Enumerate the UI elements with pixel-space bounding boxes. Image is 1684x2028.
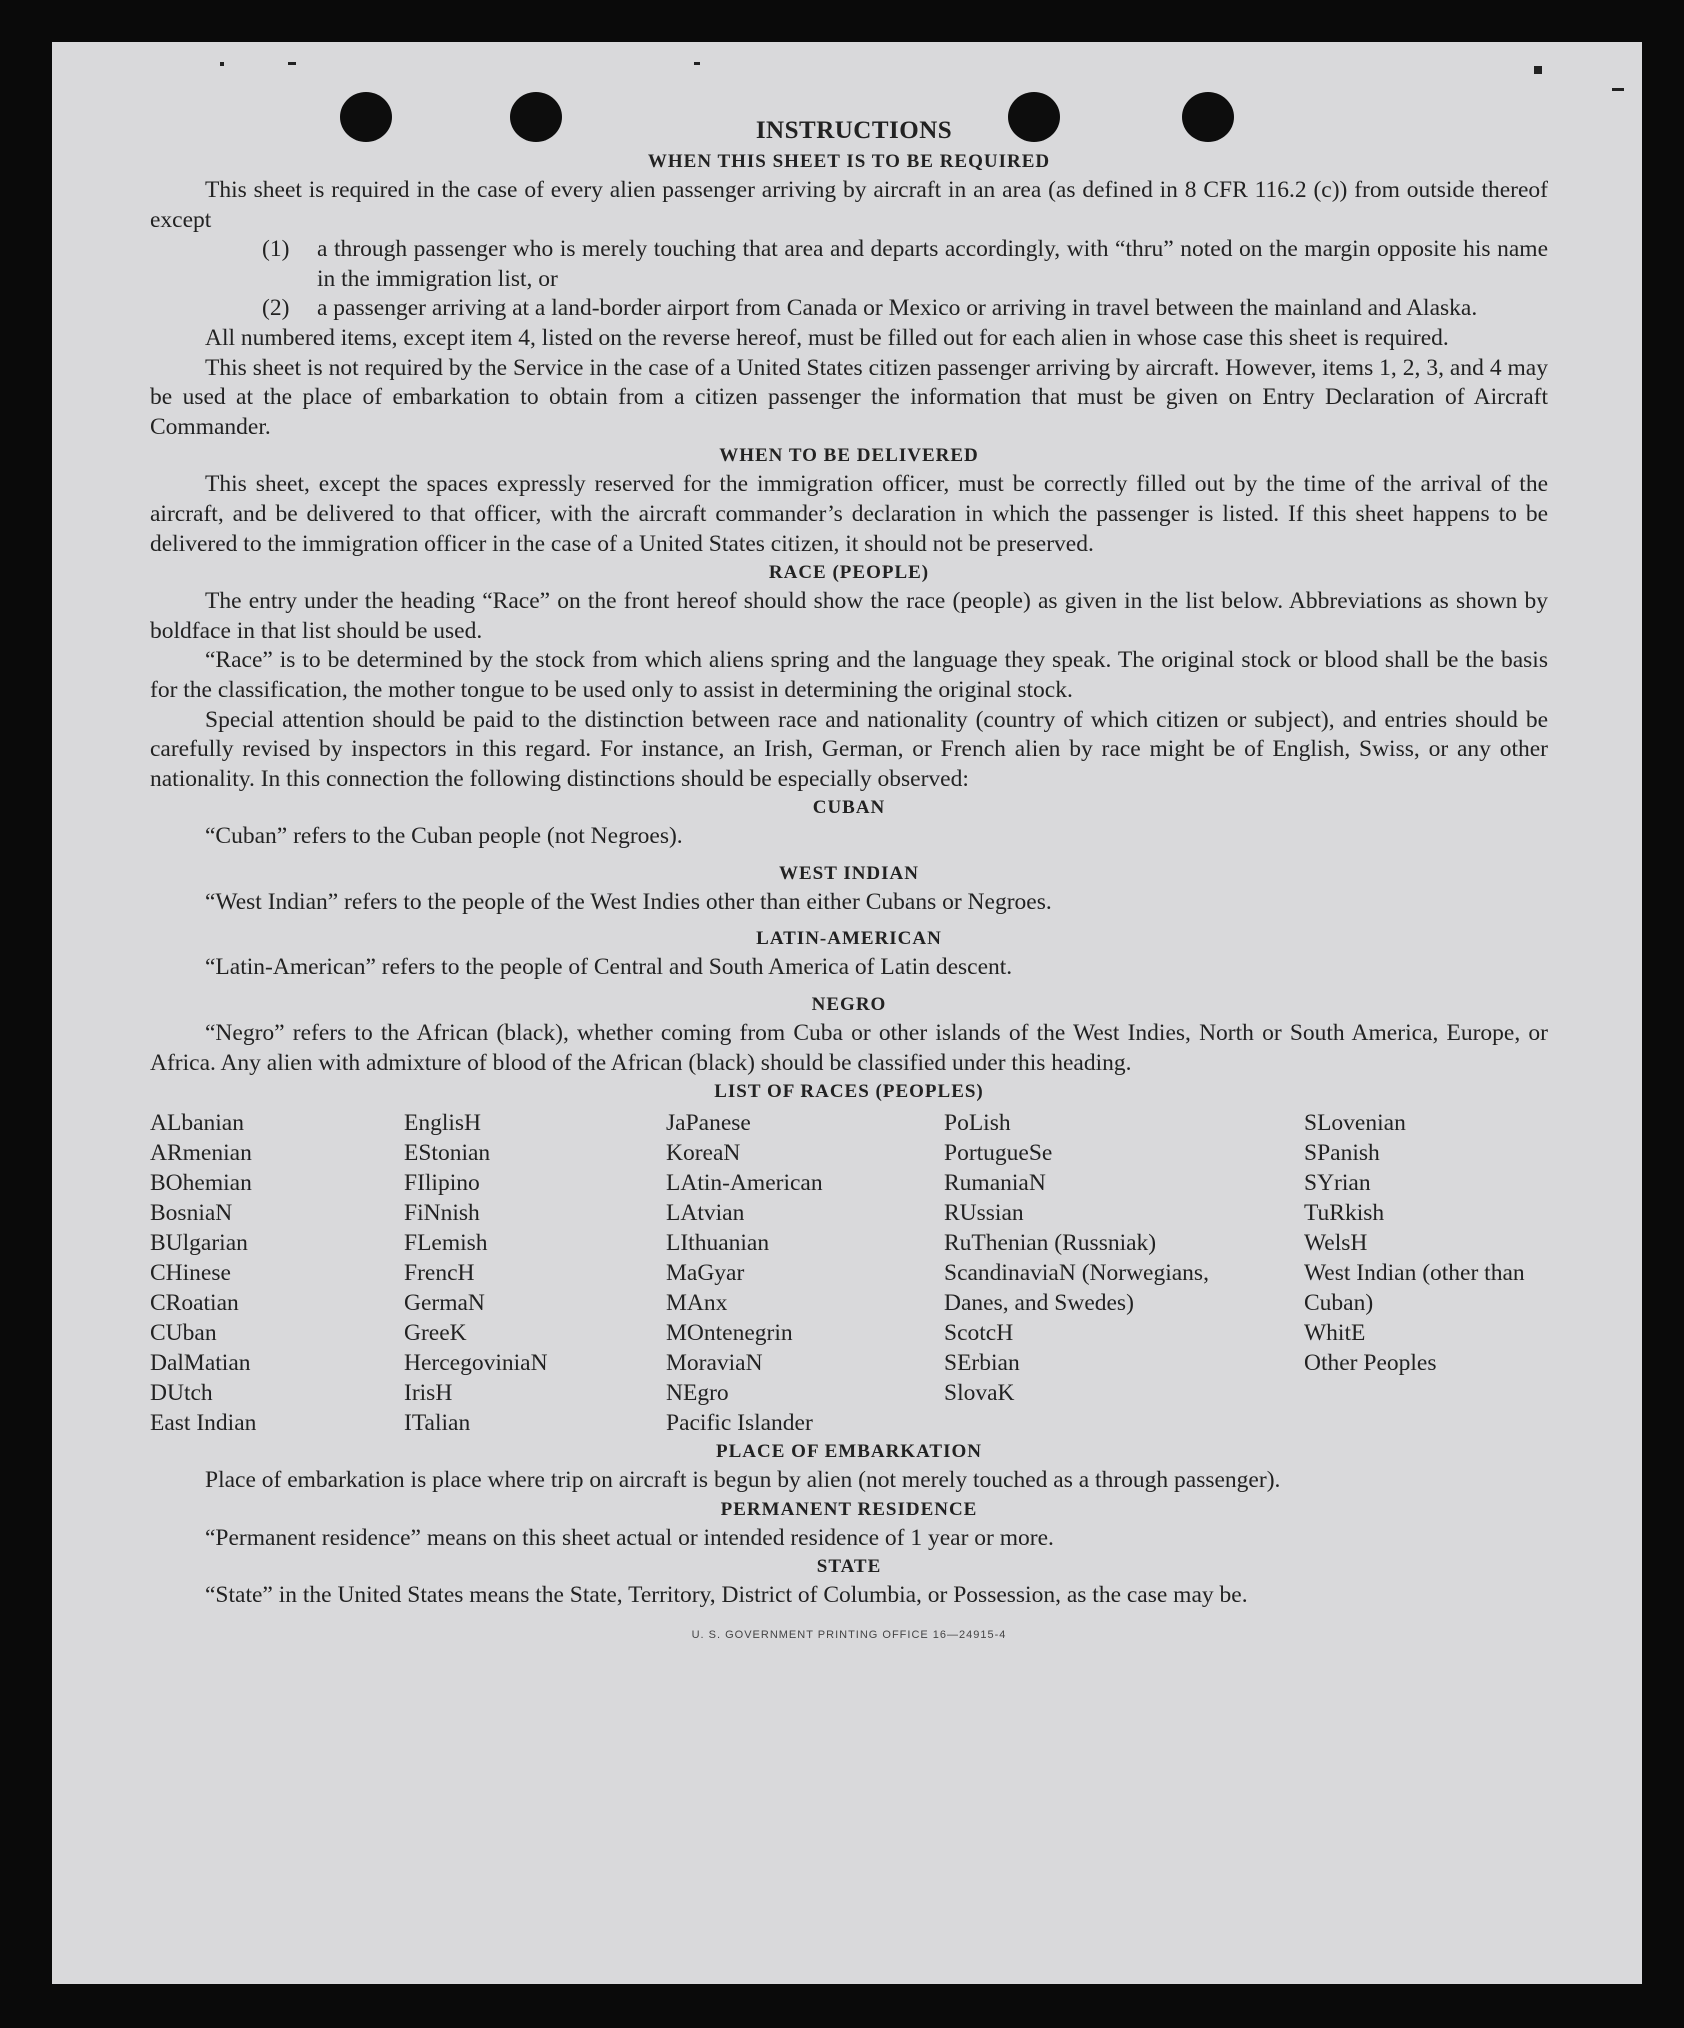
race-column [944,1108,1304,1438]
race-entry: MAnx [666,1290,728,1317]
speck [288,62,296,65]
instructions-body [150,114,1548,1651]
race-entry: BosniaN [150,1200,233,1227]
race-entry: GermaN [404,1290,485,1317]
paragraph: This sheet is not required by the Service in the case of a United States citizen passenger arriving by aircraft. However, items 1, 2, 3, and 4 may be used at the place of embarkation to obtain from a citizen passenger the information that must be given on Entry Declaration of Aircraft Commander. [150,354,1548,440]
section-heading: WHEN TO BE DELIVERED [719,445,979,467]
paragraph: This sheet, except the spaces expressly reserved for the immigration officer, must be correctly filled out by the time of the arrival of the aircraft, and be delivered to that officer, with the aircraft commander’s declaration in which the passenger is listed. If this sheet happens to be delivered to the immigration officer in the case of a United States citizen, it should not be preserved. [150,471,1548,557]
race-list [150,1108,1548,1438]
item-text: a passenger arriving at a land-border airport from Canada or Mexico or arriving in travel between the mainland and Alaska. [317,295,1478,322]
race-entry: MaGyar [666,1260,745,1287]
race-entry: BUlgarian [150,1230,248,1257]
race-entry: TuRkish [1304,1200,1385,1227]
speck [220,62,224,66]
document-sheet [52,42,1642,1984]
race-entry: East Indian [150,1410,257,1437]
race-entry: Other Peoples [1304,1350,1437,1377]
paragraph: This sheet is required in the case of every alien passenger arriving by aircraft in an area (as defined in 8 CFR 116.2 (c)) from outside thereof except [150,177,1548,233]
paragraph: “Permanent residence” means on this sheet actual or intended residence of 1 year or more. [205,1524,1054,1551]
race-entry: KoreaN [666,1140,741,1167]
race-entry: SLovenian [1304,1110,1406,1137]
race-column [1304,1108,1548,1438]
race-entry: Pacific Islander [666,1410,813,1437]
paragraph: “Latin-American” refers to the people of Central and South America of Latin descent. [205,954,1013,981]
paragraph: “Negro” refers to the African (black), whether coming from Cuba or other islands of the West Indies, North or South America, Europe, or Africa. Any alien with admixture of blood of the African (black) should be classified under this heading. [150,1020,1548,1076]
race-entry: LAtin-American [666,1170,823,1197]
paragraph: “Race” is to be determined by the stock from which aliens spring and the language they speak. The original stock or blood shall be the basis for the classification, the mother tongue to be used only to assist in determining the original stock. [150,647,1548,703]
printer-imprint: U. S. GOVERNMENT PRINTING OFFICE 16—24915-4 [691,1629,1007,1642]
paragraph: All numbered items, except item 4, listed on the reverse hereof, must be filled out for each alien in whose case this sheet is required. [205,324,1449,351]
race-entry: FLemish [404,1230,488,1257]
race-entry: DalMatian [150,1350,251,1377]
race-entry: WhitE [1304,1320,1366,1347]
race-entry: FIlipino [404,1170,480,1197]
race-column [150,1108,404,1438]
paragraph: “Cuban” refers to the Cuban people (not Negroes). [205,823,683,850]
race-entry: RUssian [944,1200,1024,1227]
page-title: INSTRUCTIONS [755,117,953,144]
race-entry: RuThenian (Russniak) [944,1230,1157,1257]
item-number: (2) [262,295,290,322]
speck [1534,66,1542,74]
item-number: (1) [262,236,290,263]
section-heading: STATE [816,1556,882,1578]
race-entry: ARmenian [150,1140,252,1167]
race-entry: MOntenegrin [666,1320,793,1347]
paragraph: Special attention should be paid to the distinction between race and nationality (country of which citizen or subject), and entries should be carefully revised by inspectors in this regard. For instance, an Irish, German, or French alien by race might be of English, Swiss, or any other nationality. In this connection the following distinctions should be especially observed: [150,706,1548,792]
race-entry: IrisH [404,1380,453,1407]
speck [1612,88,1624,91]
race-entry: SlovaK [944,1380,1015,1407]
section-heading: CUBAN [812,797,886,819]
race-entry: SErbian [944,1350,1020,1377]
race-entry: CUban [150,1320,217,1347]
race-entry: NEgro [666,1380,729,1407]
race-entry: SPanish [1304,1140,1380,1167]
race-entry: PoLish [944,1110,1011,1137]
speck [694,62,700,65]
race-entry: CRoatian [150,1290,239,1317]
list-item [262,235,1548,294]
paragraph: “West Indian” refers to the people of the West Indies other than either Cubans or Negroes. [205,888,1052,915]
race-entry: HercegoviniaN [404,1350,548,1377]
race-entry: CHinese [150,1260,231,1287]
race-entry: SYrian [1304,1170,1371,1197]
race-entry: BOhemian [150,1170,252,1197]
race-entry: JaPanese [666,1110,751,1137]
section-heading: LATIN-AMERICAN [756,928,942,950]
paragraph: “State” in the United States means the State, Territory, District of Columbia, or Possession, as the case may be. [205,1582,1248,1609]
race-entry: WelsH [1304,1230,1368,1257]
race-entry: FiNnish [404,1200,480,1227]
section-heading: RACE (PEOPLE) [768,562,930,584]
race-entry: LAtvian [666,1200,745,1227]
race-entry: EnglisH [404,1110,482,1137]
race-entry: LIthuanian [666,1230,770,1257]
race-entry: ScandinaviaN (Norwegians, Danes, and Swedes) [944,1260,1209,1317]
race-column [404,1108,666,1438]
race-entry: RumaniaN [944,1170,1046,1197]
list-item [262,294,1548,324]
section-heading: PLACE OF EMBARKATION [716,1441,982,1463]
section-heading: PERMANENT RESIDENCE [720,1498,978,1520]
race-entry: MoraviaN [666,1350,763,1377]
race-entry: DUtch [150,1380,213,1407]
item-text: a through passenger who is merely touching that area and departs accordingly, with “thru” noted on the margin opposite his name in the immigration list, or [317,236,1548,292]
race-entry: ALbanian [150,1110,244,1137]
race-entry: GreeK [404,1320,467,1347]
race-entry: EStonian [404,1140,491,1167]
section-heading: LIST OF RACES (PEOPLES) [714,1081,984,1103]
section-heading: WHEN THIS SHEET IS TO BE REQUIRED [647,151,1051,172]
race-column [666,1108,944,1438]
race-entry: FrencH [404,1260,475,1287]
race-entry: West Indian (other than Cuban) [1304,1260,1525,1317]
race-entry: ScotcH [944,1320,1014,1347]
paragraph: The entry under the heading “Race” on the front hereof should show the race (people) as given in the list below. Abbreviations as shown by boldface in that list should be used. [150,588,1548,644]
section-heading: WEST INDIAN [779,862,919,884]
section-heading: NEGRO [811,994,887,1016]
paragraph: Place of embarkation is place where trip on aircraft is begun by alien (not merely touched as a through passenger). [205,1467,1281,1494]
race-entry: ITalian [404,1410,471,1437]
race-entry: PortugueSe [944,1140,1053,1167]
